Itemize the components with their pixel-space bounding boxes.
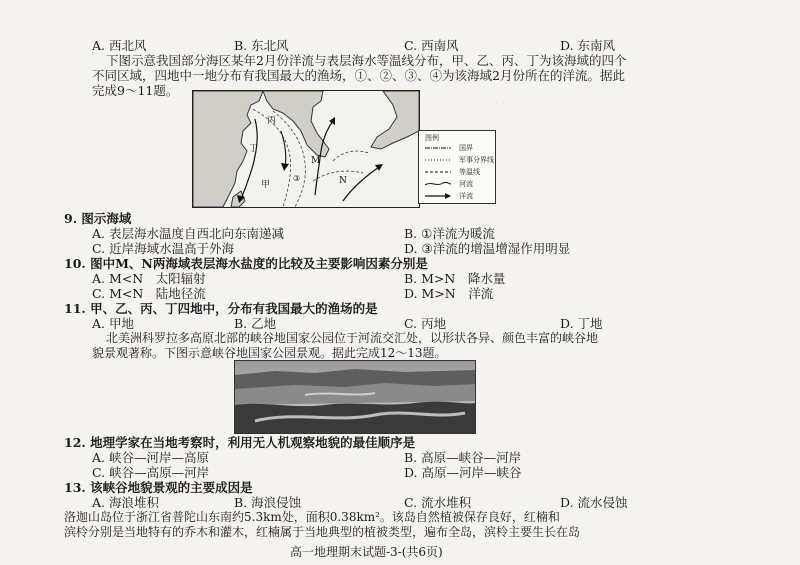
map-label-n: N (339, 176, 347, 186)
q9-option-d[interactable]: D. ③洋流的增温增湿作用明显 (404, 241, 571, 256)
q8-option-b[interactable]: B. 东北风 (234, 38, 289, 53)
q11-stem: 11. 甲、乙、丙、丁四地中，分布有我国最大的渔场的是 (64, 301, 378, 316)
legend-label-current: 洋流 (459, 192, 473, 200)
legend-row-isotherm (423, 168, 493, 178)
intro-9-11-line2: 不同区域，四地中一地分布有我国最大的渔场，①、②、③、④为该海域2月份所在的洋流。据此 (92, 68, 625, 83)
legend-label-border: 国界 (459, 144, 473, 152)
intro-14-line1: 洛迦山岛位于浙江省普陀山东南约5.3km处，面积0.38km²。该岛自然植被保存良好，红楠和 (64, 510, 560, 524)
q10-option-b[interactable]: B. M>N 降水量 (404, 271, 506, 286)
q13-stem: 13. 该峡谷地貌景观的主要成因是 (64, 480, 253, 495)
q9-stem: 9. 图示海域 (64, 211, 132, 226)
legend-label-isotherm: 等温线 (459, 168, 480, 176)
legend-row-military (423, 156, 493, 166)
q13-option-b[interactable]: B. 海浪侵蚀 (234, 495, 302, 510)
q11-option-b[interactable]: B. 乙地 (234, 316, 277, 331)
q10-option-c[interactable]: C. M<N 陆地径流 (92, 286, 206, 301)
legend-row-current (423, 192, 493, 202)
q9-option-c[interactable]: C. 近岸海域水温高于外海 (92, 241, 235, 256)
japan-shape (371, 91, 419, 149)
map-label-jia: 甲 (261, 180, 271, 190)
q8-option-d[interactable]: D. 东南风 (560, 38, 616, 53)
map-legend (418, 130, 496, 204)
intro-9-11-line1: 下图示意我国部分海区某年2月份洋流与表层海水等温线分布，甲、乙、丙、丁为该海域的四个 (106, 53, 627, 68)
q10-option-a[interactable]: A. M<N 太阳辐射 (92, 271, 206, 286)
q13-option-a[interactable]: A. 海浪堆积 (92, 495, 159, 510)
q8-option-a[interactable]: A. 西北风 (92, 38, 147, 53)
isotherm-line-icon (423, 168, 453, 176)
intro-9-11-line3: 完成9～11题。 (92, 83, 179, 98)
q11-option-c[interactable]: C. 丙地 (404, 316, 447, 331)
q10-option-d[interactable]: D. M>N 洋流 (404, 286, 494, 301)
q12-stem: 12. 地理学家在当地考察时，利用无人机观察地貌的最佳顺序是 (64, 435, 416, 450)
q10-stem: 10. 图中M、N两海域表层海水盐度的比较及主要影响因素分别是 (64, 256, 428, 271)
ocean-current-map (192, 90, 420, 208)
legend-label-military: 军事分界线 (459, 156, 494, 164)
border-line-icon (423, 144, 453, 152)
bleed-through: · · · · · · · · (470, 98, 518, 109)
map-label-ding: 丁 (249, 144, 259, 154)
q12-option-b[interactable]: B. 高原—峡谷—河岸 (404, 450, 522, 465)
canyon-photo-svg (235, 361, 475, 433)
q13-option-c[interactable]: C. 流水堆积 (404, 495, 472, 510)
map-label-m: M (311, 156, 321, 166)
map-label-current-3: ③ (293, 174, 301, 183)
page-footer: 高一地理期末试题-3-(共6页) (290, 545, 443, 559)
intro-12-13-line1: 北美洲科罗拉多高原北部的峡谷地国家公园位于河流交汇处，以形状各异、颜色丰富的峡谷地 (106, 331, 599, 345)
map-svg (193, 91, 419, 207)
legend-row-border (423, 144, 493, 154)
q11-option-a[interactable]: A. 甲地 (92, 316, 134, 331)
map-label-bing: 丙 (267, 116, 277, 126)
intro-12-13-line2: 貌景观著称。下图示意峡谷地国家公园景观。据此完成12～13题。 (92, 346, 447, 360)
river-line-icon (423, 180, 453, 188)
q12-option-a[interactable]: A. 峡谷—河岸—高原 (92, 450, 209, 465)
q11-option-d[interactable]: D. 丁地 (560, 316, 603, 331)
q9-option-b[interactable]: B. ①洋流为暖流 (404, 226, 495, 241)
q12-option-c[interactable]: C. 峡谷—高原—河岸 (92, 465, 210, 480)
legend-title: 图例 (425, 134, 439, 142)
q12-option-d[interactable]: D. 高原—河岸—峡谷 (404, 465, 522, 480)
current-arrow-icon (423, 192, 453, 200)
q13-option-d[interactable]: D. 流水侵蚀 (560, 495, 628, 510)
legend-row-river (423, 180, 493, 190)
legend-label-river: 河流 (459, 180, 473, 188)
canyon-photo (234, 360, 476, 434)
military-line-icon (423, 156, 453, 164)
intro-14-line2: 滨柃分别是当地特有的乔木和灌木，红楠属于当地典型的植被类型，遍布全岛，滨柃主要生长在岛 (64, 525, 581, 539)
q8-option-c[interactable]: C. 西南风 (404, 38, 459, 53)
q9-option-a[interactable]: A. 表层海水温度自西北向东南递减 (92, 226, 284, 241)
